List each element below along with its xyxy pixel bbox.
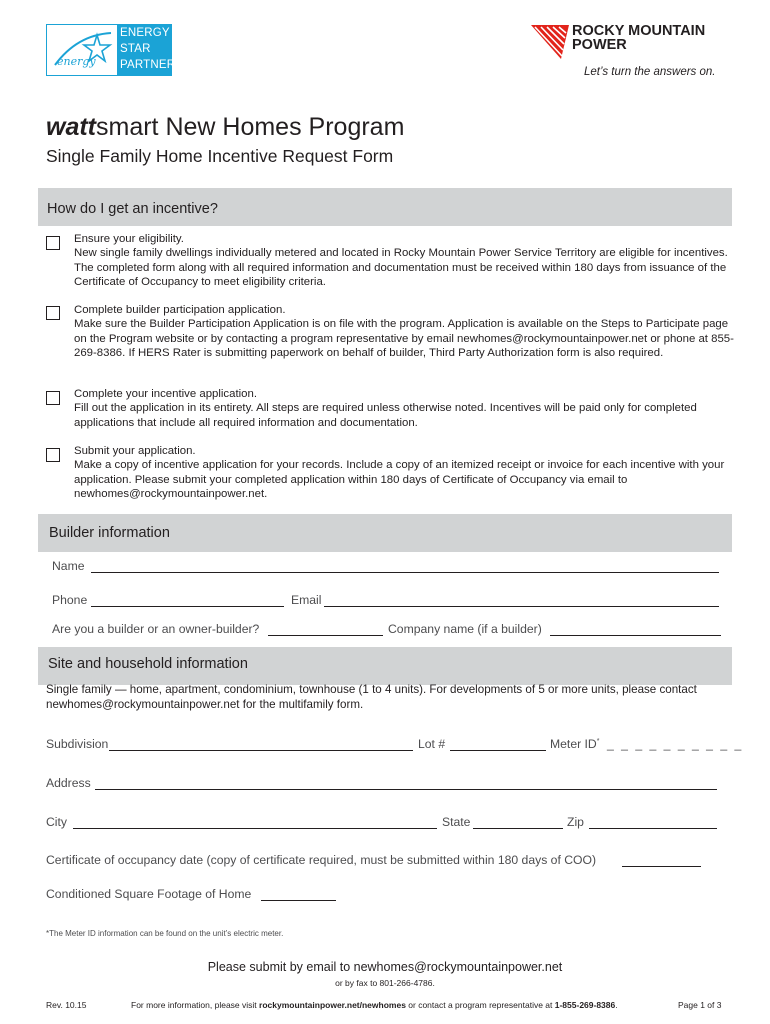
info-phone: 1-855-269-8386 — [554, 1000, 616, 1010]
info-end: . — [615, 1000, 618, 1010]
section-title: How do I get an incentive? — [47, 201, 218, 217]
submit-email-link[interactable]: newhomes@rockymountainpower.net — [353, 960, 563, 974]
intro-text: Single family — home, apartment, condominium, townhouse (1 to 4 units). For developments of 5 or more units, please contact — [46, 683, 697, 696]
page-subtitle: Single Family Home Incentive Request Form — [46, 146, 394, 166]
step-body: Make sure the Builder Participation Application is on file with the program. Application is available on the Steps to Participate page on the Program website or by contacting a program representative by email newhomes@rockymountainpower.net or phone at 855-269-8386. If HERS Rater is submitting paperwork on behalf of builder, Third Party Authorization form is also required. — [74, 318, 734, 359]
step-title: Complete your incentive application. — [74, 388, 257, 400]
company-field[interactable] — [550, 635, 721, 636]
builder-type-field[interactable] — [268, 635, 383, 636]
submit-instructions — [0, 960, 770, 974]
step-title: Submit your application. — [74, 445, 196, 457]
section-title: Builder information — [49, 525, 170, 541]
rmp-line2: POWER — [572, 37, 627, 53]
page-title — [46, 113, 404, 142]
title-rest: smart New Homes Program — [96, 113, 405, 141]
intro-end: for the multifamily form. — [239, 697, 364, 711]
info-line — [131, 1000, 618, 1010]
rmp-logo-mark — [531, 25, 569, 64]
energy-star-line: STAR — [120, 43, 151, 55]
energy-star-line: ENERGY — [120, 27, 170, 39]
step-checkbox[interactable] — [46, 236, 60, 250]
title-bold: watt — [46, 113, 96, 141]
step-body: Fill out the application in its entirety. All steps are required unless otherwise noted. Incentives will be paid only for completed applications that include all required information and documentation. — [74, 402, 697, 429]
energy-star-line: PARTNER — [120, 59, 176, 71]
fax-instructions: or by fax to 801-266-4786. — [335, 978, 435, 988]
info-url-link[interactable]: rockymountainpower.net/newhomes — [259, 1000, 406, 1010]
energy-star-mark — [47, 25, 117, 75]
sqft-label: Conditioned Square Footage of Home — [46, 887, 252, 901]
step-item — [74, 387, 734, 430]
step-item — [74, 303, 734, 360]
address-label: Address — [46, 776, 91, 790]
intro-email-link[interactable]: newhomes@rockymountainpower.net — [46, 697, 240, 711]
energy-star-text — [117, 25, 176, 75]
meter-asterisk: * — [596, 737, 600, 745]
rmp-tagline: Let’s turn the answers on. — [584, 66, 716, 78]
name-field[interactable] — [91, 572, 719, 573]
energy-star-logo — [46, 24, 176, 76]
state-field[interactable] — [473, 828, 563, 829]
info-text: For more information, please visit — [131, 1000, 260, 1010]
builder-type-label: Are you a builder or an owner-builder? — [52, 622, 260, 636]
step-checkbox[interactable] — [46, 306, 60, 320]
zip-label: Zip — [567, 815, 584, 829]
meter-label-text: Meter ID — [550, 737, 597, 751]
city-label: City — [46, 815, 67, 829]
name-label: Name — [52, 559, 85, 573]
city-field[interactable] — [73, 828, 437, 829]
meter-id-field[interactable]: _ _ _ _ _ _ _ _ _ _ — [607, 737, 744, 751]
step-item — [74, 444, 734, 501]
lot-label: Lot # — [418, 737, 446, 751]
company-label: Company name (if a builder) — [388, 622, 542, 636]
step-checkbox[interactable] — [46, 391, 60, 405]
coo-date-field[interactable] — [622, 866, 701, 867]
site-intro — [46, 683, 726, 712]
meter-footnote: *The Meter ID information can be found on the unit’s electric meter. — [46, 929, 284, 938]
page-number: Page 1 of 3 — [678, 1000, 722, 1010]
coo-label: Certificate of occupancy date (copy of certificate required, must be submitted within 180 days of COO) — [46, 853, 597, 867]
info-mid: or contact a program representative at — [405, 1000, 555, 1010]
rmp-logo-text — [572, 24, 705, 52]
lot-field[interactable] — [450, 750, 546, 751]
submit-text: Please submit by email to — [207, 960, 354, 974]
revision: Rev. 10.15 — [46, 1000, 87, 1010]
step-title: Ensure your eligibility. — [74, 233, 184, 245]
step-body: New single family dwellings individually metered and located in Rocky Mountain Power Service Territory are eligible for incentives. The completed form along with all required information and documentation must be received within 180 days from issuance of the Certificate of Occupancy to meet eligibility criteria. — [74, 247, 728, 288]
phone-label: Phone — [52, 593, 88, 607]
zip-field[interactable] — [589, 828, 717, 829]
meter-label — [550, 737, 599, 751]
rmp-mountain-icon — [531, 25, 569, 59]
builder-section-header — [38, 514, 732, 552]
subdivision-label: Subdivision — [46, 737, 109, 751]
phone-field[interactable] — [91, 606, 284, 607]
address-field[interactable] — [95, 789, 717, 790]
energy-star-script: energy — [57, 55, 96, 68]
subdivision-field[interactable] — [109, 750, 413, 751]
site-section-header — [38, 647, 732, 685]
email-label: Email — [291, 593, 322, 607]
email-field[interactable] — [324, 606, 719, 607]
step-title: Complete builder participation application. — [74, 304, 286, 316]
state-label: State — [442, 815, 471, 829]
section-title: Site and household information — [48, 656, 248, 672]
energy-star-icon — [47, 25, 117, 75]
step-item — [74, 232, 734, 289]
rmp-line1: ROCKY MOUNTAIN — [572, 23, 706, 39]
incentive-section-header — [38, 188, 732, 226]
step-checkbox[interactable] — [46, 448, 60, 462]
sqft-field[interactable] — [261, 900, 336, 901]
step-body: Make a copy of incentive application for your records. Include a copy of an itemized receipt or invoice for each incentive with your application. Please submit your completed application within 180 days of Certificate of Occupancy via email to newhomes@rockymountainpower.net. — [74, 459, 725, 500]
